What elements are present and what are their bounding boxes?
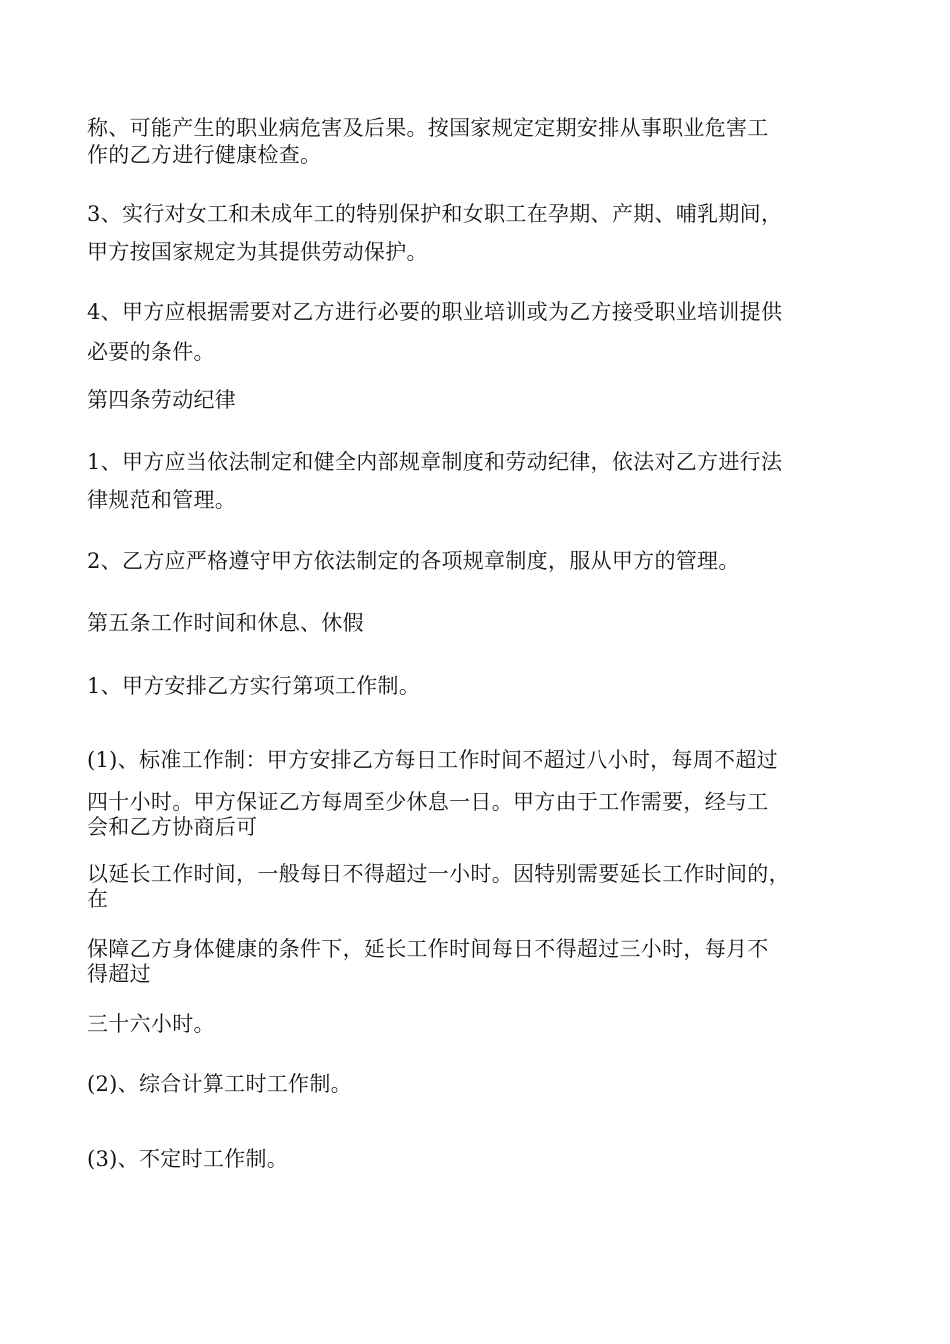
text-line: (1)、标准工作制：甲方安排乙方每日工作时间不超过八小时，每周不超过 bbox=[87, 748, 778, 772]
section-heading: 第五条工作时间和休息、休假 bbox=[87, 611, 364, 635]
text-line: 3、实行对女工和未成年工的特别保护和女职工在孕期、产期、哺乳期间， bbox=[87, 202, 783, 226]
text-line: 作的乙方进行健康检查。 bbox=[87, 143, 322, 167]
section-heading: 第四条劳动纪律 bbox=[87, 388, 237, 412]
text-line: 得超过 bbox=[87, 962, 151, 986]
text-line: 会和乙方协商后可 bbox=[87, 815, 258, 839]
text-line: 4、甲方应根据需要对乙方进行必要的职业培训或为乙方接受职业培训提供 bbox=[87, 300, 783, 324]
text-line: 1、甲方应当依法制定和健全内部规章制度和劳动纪律，依法对乙方进行法 bbox=[87, 450, 783, 474]
text-line: 甲方按国家规定为其提供劳动保护。 bbox=[87, 240, 428, 264]
text-line: 2、乙方应严格遵守甲方依法制定的各项规章制度，服从甲方的管理。 bbox=[87, 549, 740, 573]
text-line: 称、可能产生的职业病危害及后果。按国家规定定期安排从事职业危害工 bbox=[87, 116, 769, 140]
text-line: 保障乙方身体健康的条件下，延长工作时间每日不得超过三小时，每月不 bbox=[87, 937, 769, 961]
text-line: 1、甲方安排乙方实行第项工作制。 bbox=[87, 674, 421, 698]
text-line: (3)、不定时工作制。 bbox=[87, 1147, 289, 1171]
text-line: 以延长工作时间，一般每日不得超过一小时。因特别需要延长工作时间的， bbox=[87, 862, 790, 886]
text-line: 四十小时。甲方保证乙方每周至少休息一日。甲方由于工作需要，经与工 bbox=[87, 790, 769, 814]
text-line: 在 bbox=[87, 887, 109, 911]
text-line: 律规范和管理。 bbox=[87, 488, 237, 512]
text-line: 必要的条件。 bbox=[87, 340, 215, 364]
text-line: 三十六小时。 bbox=[87, 1012, 215, 1036]
text-line: (2)、综合计算工时工作制。 bbox=[87, 1072, 352, 1096]
